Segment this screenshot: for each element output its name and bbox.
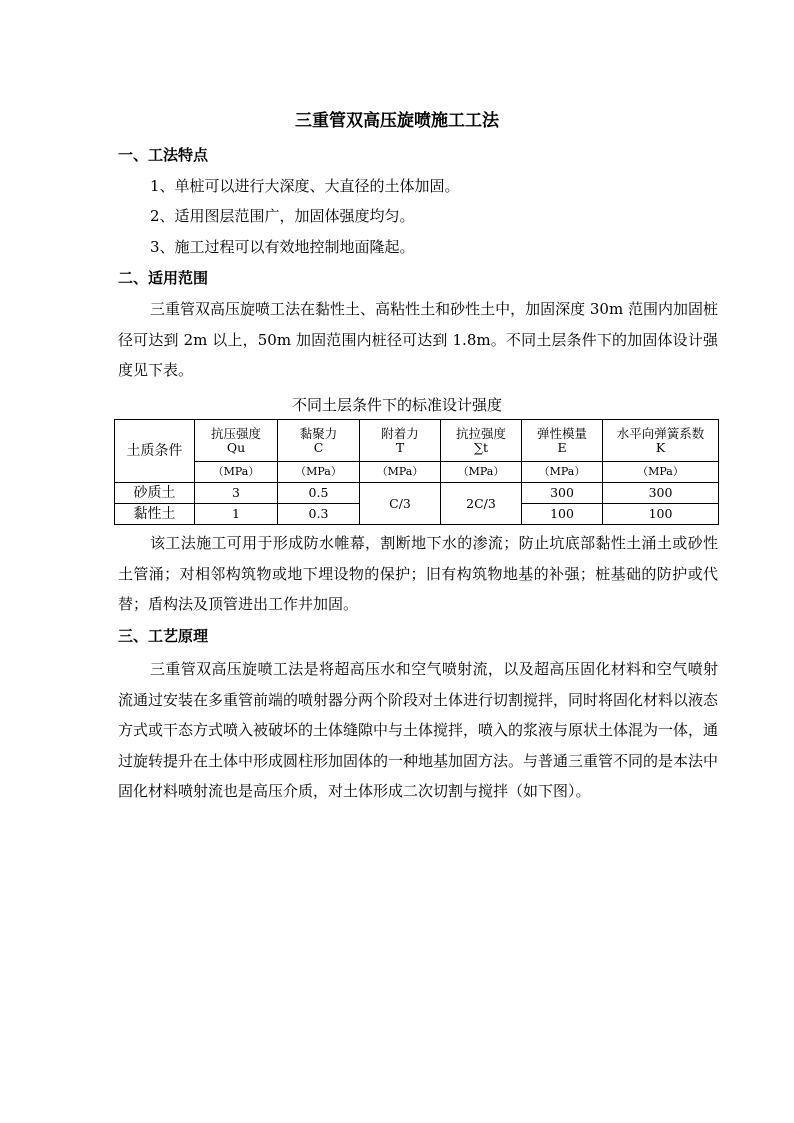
merged-cell-t: C/3 xyxy=(360,483,441,525)
soil-cell: 黏性土 xyxy=(115,504,195,525)
soil-cell: 砂质土 xyxy=(115,483,195,504)
principle-paragraph: 三重管双高压旋喷工法是将超高压水和空气喷射流，以及超高压固化材料和空气喷射流通过安装在多重管前端的喷射器分两个阶段对土体进行切割搅拌，同时将固化材料以液态方式或干态方式喷入被破坏的土体缝隙中与土体搅拌，喷入的浆液与原状土体混为一体，通过旋转提升在土体中形成圆柱形加固体的一种地基加固方法。与普通三重管不同的是本法中固化材料喷射流也是高压介质，对土体形成二次切割与搅拌（如下图）。 xyxy=(118,660,719,800)
table-unit-row xyxy=(115,462,719,483)
unit-cell: （MPa） xyxy=(278,462,360,483)
usage-paragraph: 该工法施工可用于形成防水帷幕，割断地下水的渗流；防止坑底部黏性土涌土或砂性土管涌；对相邻构筑物或地下埋设物的保护；旧有构筑物地基的补强；桩基础的防护或代替；盾构法及顶管进出工作井加固。 xyxy=(118,534,718,613)
feature-item-2: 2、适用图层范围广，加固体强度均匀。 xyxy=(150,207,415,225)
strength-table xyxy=(114,419,719,525)
value-cell: 0.3 xyxy=(278,504,360,525)
header-cell-e: 弹性模量 E xyxy=(522,420,603,462)
unit-cell: （MPa） xyxy=(441,462,522,483)
scope-paragraph: 三重管双高压旋喷工法在黏性土、高粘性土和砂性土中，加固深度 30m 范围内加固桩径可达到 2m 以上，50m 加固范围内桩径可达到 1.8m。不同土层条件下的加固体设计强度见下表。 xyxy=(118,300,718,379)
value-cell: 0.5 xyxy=(278,483,360,504)
section-heading-principle: 三、工艺原理 xyxy=(118,627,209,645)
header-cell-t: 附着力 T xyxy=(360,420,441,462)
table-caption: 不同土层条件下的标准设计强度 xyxy=(291,396,502,414)
row-header-cell: 土质条件 xyxy=(115,420,195,483)
feature-item-1: 1、单桩可以进行大深度、大直径的土体加固。 xyxy=(150,177,460,195)
value-cell: 1 xyxy=(195,504,278,525)
merged-cell-st: 2C/3 xyxy=(441,483,522,525)
unit-cell: （MPa） xyxy=(195,462,278,483)
value-cell: 100 xyxy=(522,504,603,525)
value-cell: 300 xyxy=(603,483,719,504)
section-heading-scope: 二、适用范围 xyxy=(118,269,209,287)
unit-cell: （MPa） xyxy=(603,462,719,483)
header-cell-c: 黏聚力 C xyxy=(278,420,360,462)
header-cell-st: 抗拉强度 ∑t xyxy=(441,420,522,462)
header-cell-k: 水平向弹簧系数 K xyxy=(603,420,719,462)
value-cell: 100 xyxy=(603,504,719,525)
unit-cell: （MPa） xyxy=(360,462,441,483)
table-row xyxy=(115,483,719,504)
feature-item-3: 3、施工过程可以有效地控制地面隆起。 xyxy=(150,238,415,256)
table-header-row xyxy=(115,420,719,462)
section-heading-features: 一、工法特点 xyxy=(118,146,209,164)
header-cell-qu: 抗压强度 Qu xyxy=(195,420,278,462)
value-cell: 300 xyxy=(522,483,603,504)
unit-cell: （MPa） xyxy=(522,462,603,483)
value-cell: 3 xyxy=(195,483,278,504)
document-title: 三重管双高压旋喷施工工法 xyxy=(295,111,499,131)
